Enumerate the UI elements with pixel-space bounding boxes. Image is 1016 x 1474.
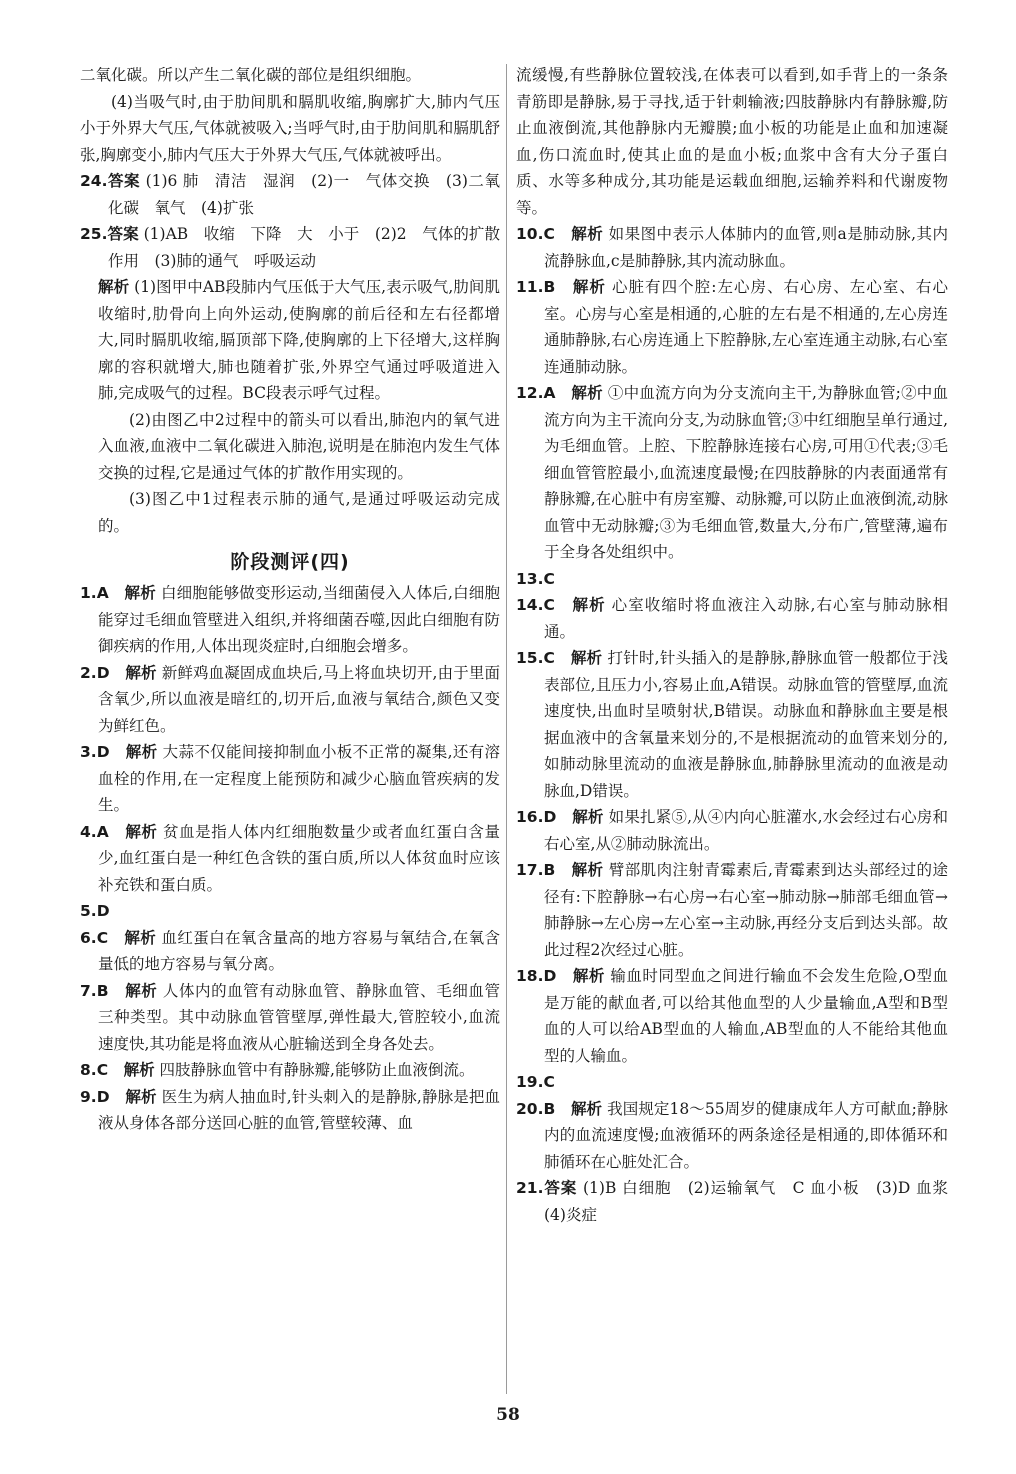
question-number: 25. — [80, 225, 108, 243]
answer-keyword: 解析 — [125, 663, 157, 682]
answer-keyword: 解析 — [571, 225, 604, 243]
question-number: 16. — [516, 808, 544, 826]
question-number: 24. — [80, 172, 108, 190]
answer-text: 如果扎紧⑤,从④内向心脏灌水,水会经过右心房和右心室,从②肺动脉流出。 — [544, 808, 948, 853]
answer-text: 心室收缩时将血液注入动脉,右心室与肺动脉相通。 — [544, 596, 948, 641]
answer-keyword: 解析 — [572, 808, 604, 826]
answer-item — [516, 274, 948, 380]
question-number: 18. — [516, 967, 544, 985]
question-number: 10. — [516, 225, 544, 243]
answer-choice: C — [96, 1061, 109, 1079]
answer-item — [80, 925, 500, 978]
answer-text: 大蒜不仅能间接抑制血小板不正常的凝集,还有溶血栓的作用,在一定程度上能预防和减少心脑血管疾病的发生。 — [98, 743, 500, 814]
answer-item — [516, 963, 948, 1069]
answer-text: (1)AB 收缩 下降 大 小于 (2)2 气体的扩散作用 (3)肺的通气 呼吸运动 — [108, 225, 500, 270]
answer-item — [516, 566, 948, 593]
question-number: 4. — [80, 822, 97, 841]
question-number: 12. — [516, 384, 544, 402]
question-number: 3. — [80, 743, 97, 761]
answer-choice: D — [96, 743, 110, 761]
answer-choice: B — [96, 981, 109, 1000]
answer-keyword: 解析 — [572, 596, 606, 614]
answer-keyword: 解析 — [123, 1061, 155, 1079]
answer-item — [80, 1057, 500, 1084]
answer-choice: B — [543, 1099, 556, 1118]
answer-text: 我国规定18～55周岁的健康成年人方可献血;静脉内的血流速度慢;血液循环的两条途径是相通的,即体循环和肺循环在心脏处汇合。 — [544, 1099, 948, 1171]
answer-text: 输血时同型血之间进行输血不会发生危险,O型血是万能的献血者,可以给其他血型的人少量输血,A型和B型血的人可以给AB型血的人输血,AB型血的人不能给其他血型的人输血。 — [544, 967, 948, 1065]
answer-keyword: 解析 — [125, 1087, 157, 1106]
right-column — [516, 62, 964, 1228]
answer-choice: D — [96, 1087, 110, 1106]
answer-choice: D — [96, 902, 110, 920]
answer-choice: A — [96, 822, 109, 841]
answer-item — [80, 660, 500, 740]
right-items-block — [516, 62, 964, 1228]
left-column — [80, 62, 500, 1137]
answer-text: 白细胞能够做变形运动,当细菌侵入人体后,白细胞能穿过毛细血管壁进入组织,并将细菌吞噬,因此白细胞有防御疾病的作用,人体出现炎症时,白细胞会增多。 — [98, 584, 500, 655]
column-divider — [506, 64, 507, 1394]
question-number: 14. — [516, 596, 544, 614]
answer-choice: A — [543, 384, 556, 402]
question-number: 6. — [80, 928, 97, 947]
answer-item — [516, 1069, 948, 1096]
answer-keyword: 答案 — [543, 1179, 578, 1197]
answer-text: (1)图甲中AB段肺内气压低于大气压,表示吸气,肋间肌收缩时,肋骨向上向外运动,使胸廓的前后径和左右径都增大,同时膈肌收缩,膈顶部下降,使胸廓的上下径增大,这样胸廓的容积就增大,肺也随着扩张,外界空气通过呼吸道进入肺,完成吸气的过程。BC段表示呼气过程。 — [98, 278, 500, 402]
answer-choice: C — [96, 928, 109, 947]
answer-text: (1)6 肺 清洁 湿润 (2)一 气体交换 (3)二氧化碳 氧气 (4)扩张 — [108, 172, 500, 217]
answer-item — [516, 62, 948, 221]
answer-keyword: 解析 — [124, 584, 156, 602]
question-number: 15. — [516, 649, 544, 667]
answer-choice: B — [543, 278, 556, 296]
question-number: 1. — [80, 584, 97, 602]
answer-item — [516, 645, 948, 804]
answer-keyword: 答案 — [107, 172, 141, 190]
answer-keyword: 解析 — [570, 1099, 603, 1118]
answer-text: 打针时,针头插入的是静脉,静脉血管一般都位于浅表部位,且压力小,容易止血,A错误。动脉血管的管壁厚,血流速度快,出血时呈喷射状,B错误。动脉血和静脉血主要是根据血液中的含氧量来划分的,不是根据流动的血管来划分的,如肺动脉里流动的血液是静脉血,肺静脉里流动的血液是动脉血,D错误。 — [544, 649, 948, 800]
answer-text: 贫血是指人体内红细胞数量少或者血红蛋白含量少,血红蛋白是一种红色含铁的蛋白质,所以人体贫血时应该补充铁和蛋白质。 — [98, 822, 500, 894]
answer-text: 二氧化碳。所以产生二氧化碳的部位是组织细胞。 — [80, 66, 422, 84]
answer-item — [516, 592, 948, 645]
answer-keyword: 答案 — [107, 225, 139, 243]
answer-item — [80, 819, 500, 899]
answer-item — [516, 380, 948, 566]
question-number: 13. — [516, 569, 544, 588]
answer-keyword: 解析 — [571, 861, 604, 879]
answer-paragraph — [80, 89, 500, 169]
answer-choice: C — [543, 1073, 555, 1091]
answer-choice: C — [543, 225, 555, 243]
answer-keyword: 解析 — [124, 928, 157, 947]
section-title: 阶段测评(四) — [230, 551, 350, 573]
question-number: 8. — [80, 1061, 97, 1079]
question-number: 7. — [80, 981, 97, 1000]
answer-keyword: 解析 — [572, 278, 606, 296]
answer-item — [80, 1084, 500, 1137]
answer-item — [516, 804, 948, 857]
answer-text: 四肢静脉血管中有静脉瓣,能够防止血液倒流。 — [159, 1061, 475, 1079]
answer-text: 流缓慢,有些静脉位置较浅,在体表可以看到,如手背上的一条条青筋即是静脉,易于寻找,适于针刺输液;四肢静脉内有静脉瓣,防止血液倒流,其他静脉内无瓣膜;血小板的功能是止血和加速凝血,伤口流血时,使其止血的是血小板;血浆中含有大分子蛋白质、水等多种成分,其功能是运载血细胞,运输养料和代谢废物等。 — [516, 66, 948, 217]
answer-paragraph — [80, 274, 500, 407]
left-items-block — [80, 580, 500, 1137]
answer-paragraph — [80, 407, 500, 487]
answer-text: 血红蛋白在氧含量高的地方容易与氧结合,在氧含量低的地方容易与氧分离。 — [98, 928, 500, 973]
answer-choice: C — [543, 596, 555, 614]
answer-item — [80, 978, 500, 1058]
left-top-block — [80, 62, 500, 539]
answer-keyword: 解析 — [125, 822, 158, 841]
answer-keyword: 解析 — [98, 278, 130, 296]
answer-item — [80, 580, 500, 660]
answer-choice: D — [543, 967, 557, 985]
answer-keyword: 解析 — [572, 967, 605, 985]
question-number: 21. — [516, 1179, 544, 1197]
answer-paragraph — [80, 168, 500, 221]
answer-text: 新鲜鸡血凝固成血块后,马上将血块切开,由于里面含氧少,所以血液是暗红的,切开后,血液与氧结合,颜色又变为鲜红色。 — [98, 663, 500, 735]
answer-paragraph — [80, 221, 500, 274]
answer-choice: D — [543, 808, 557, 826]
answer-item — [80, 739, 500, 819]
answer-text: 如果图中表示人体肺内的血管,则a是肺动脉,其内流静脉血,c是肺静脉,其内流动脉血。 — [544, 225, 948, 270]
answer-item — [80, 898, 500, 925]
answer-text: (1)B 白细胞 (2)运输氧气 C 血小板 (3)D 血浆 (4)炎症 — [544, 1179, 964, 1224]
question-number: 17. — [516, 861, 544, 879]
answer-choice: C — [543, 649, 555, 667]
answer-text: 心脏有四个腔:左心房、右心房、左心室、右心室。心房与心室是相通的,心脏的左右是不相通的,左心房连通肺静脉,右心房连通上下腔静脉,左心室连通主动脉,右心室连通肺动脉。 — [544, 278, 948, 376]
answer-text: (3)图乙中1过程表示肺的通气,是通过呼吸运动完成的。 — [98, 490, 500, 535]
answer-keyword: 解析 — [125, 743, 158, 761]
answer-choice: D — [96, 663, 110, 682]
question-number: 9. — [80, 1087, 97, 1106]
answer-choice: C — [543, 569, 555, 588]
answer-item — [516, 1175, 964, 1228]
answer-paragraph — [80, 62, 500, 89]
answer-text: 医生为病人抽血时,针头刺入的是静脉,静脉是把血液从身体各部分送回心脏的血管,管壁较薄、血 — [98, 1087, 500, 1132]
question-number: 5. — [80, 902, 97, 920]
answer-text: (2)由图乙中2过程中的箭头可以看出,肺泡内的氧气进入血液,血液中二氧化碳进入肺泡,说明是在肺泡内发生气体交换的过程,它是通过气体的扩散作用实现的。 — [98, 410, 500, 482]
question-number: 19. — [516, 1073, 544, 1091]
answer-text: (4)当吸气时,由于肋间肌和膈肌收缩,胸廓扩大,肺内气压小于外界大气压,气体就被吸入;当呼气时,由于肋间肌和膈肌舒张,胸廓变小,肺内气压大于外界大气压,气体就被呼出。 — [80, 92, 501, 164]
question-number: 11. — [516, 278, 544, 296]
answer-text: 人体内的血管有动脉血管、静脉血管、毛细血管三种类型。其中动脉血管管壁厚,弹性最大,管腔较小,血流速度快,其功能是将血液从心脏输送到全身各处去。 — [98, 981, 500, 1053]
answer-paragraph — [80, 486, 500, 539]
answer-item — [516, 857, 948, 963]
answer-keyword: 解析 — [570, 649, 603, 667]
answer-choice: B — [543, 861, 556, 879]
answer-item — [516, 221, 948, 274]
answer-text: ①中血流方向为分支流向主干,为静脉血管;②中血流方向为主干流向分支,为动脉血管;③中红细胞呈单行通过,为毛细血管。上腔、下腔静脉连接右心房,可用①代表;③毛细血管管腔最小,血流速度最慢;在四肢静脉的内表面通常有静脉瓣,在心脏中有房室瓣、动脉瓣,可以防止血液倒流,动脉血管中无动脉瓣;③为毛细血管,数量大,分布广,管壁薄,遍布于全身各处组织中。 — [544, 384, 948, 561]
answer-keyword: 解析 — [571, 384, 603, 402]
answer-keyword: 解析 — [125, 981, 158, 1000]
answer-text: 臂部肌肉注射青霉素后,青霉素到达头部经过的途径有:下腔静脉→右心房→右心室→肺动脉→肺部毛细血管→肺静脉→左心房→左心室→主动脉,再经分支后到达头部。故此过程2次经过心脏。 — [544, 861, 948, 959]
question-number: 20. — [516, 1099, 544, 1118]
answer-choice: A — [96, 584, 109, 602]
page-number: 58 — [496, 1405, 520, 1425]
answer-item — [516, 1096, 948, 1176]
question-number: 2. — [80, 663, 97, 682]
